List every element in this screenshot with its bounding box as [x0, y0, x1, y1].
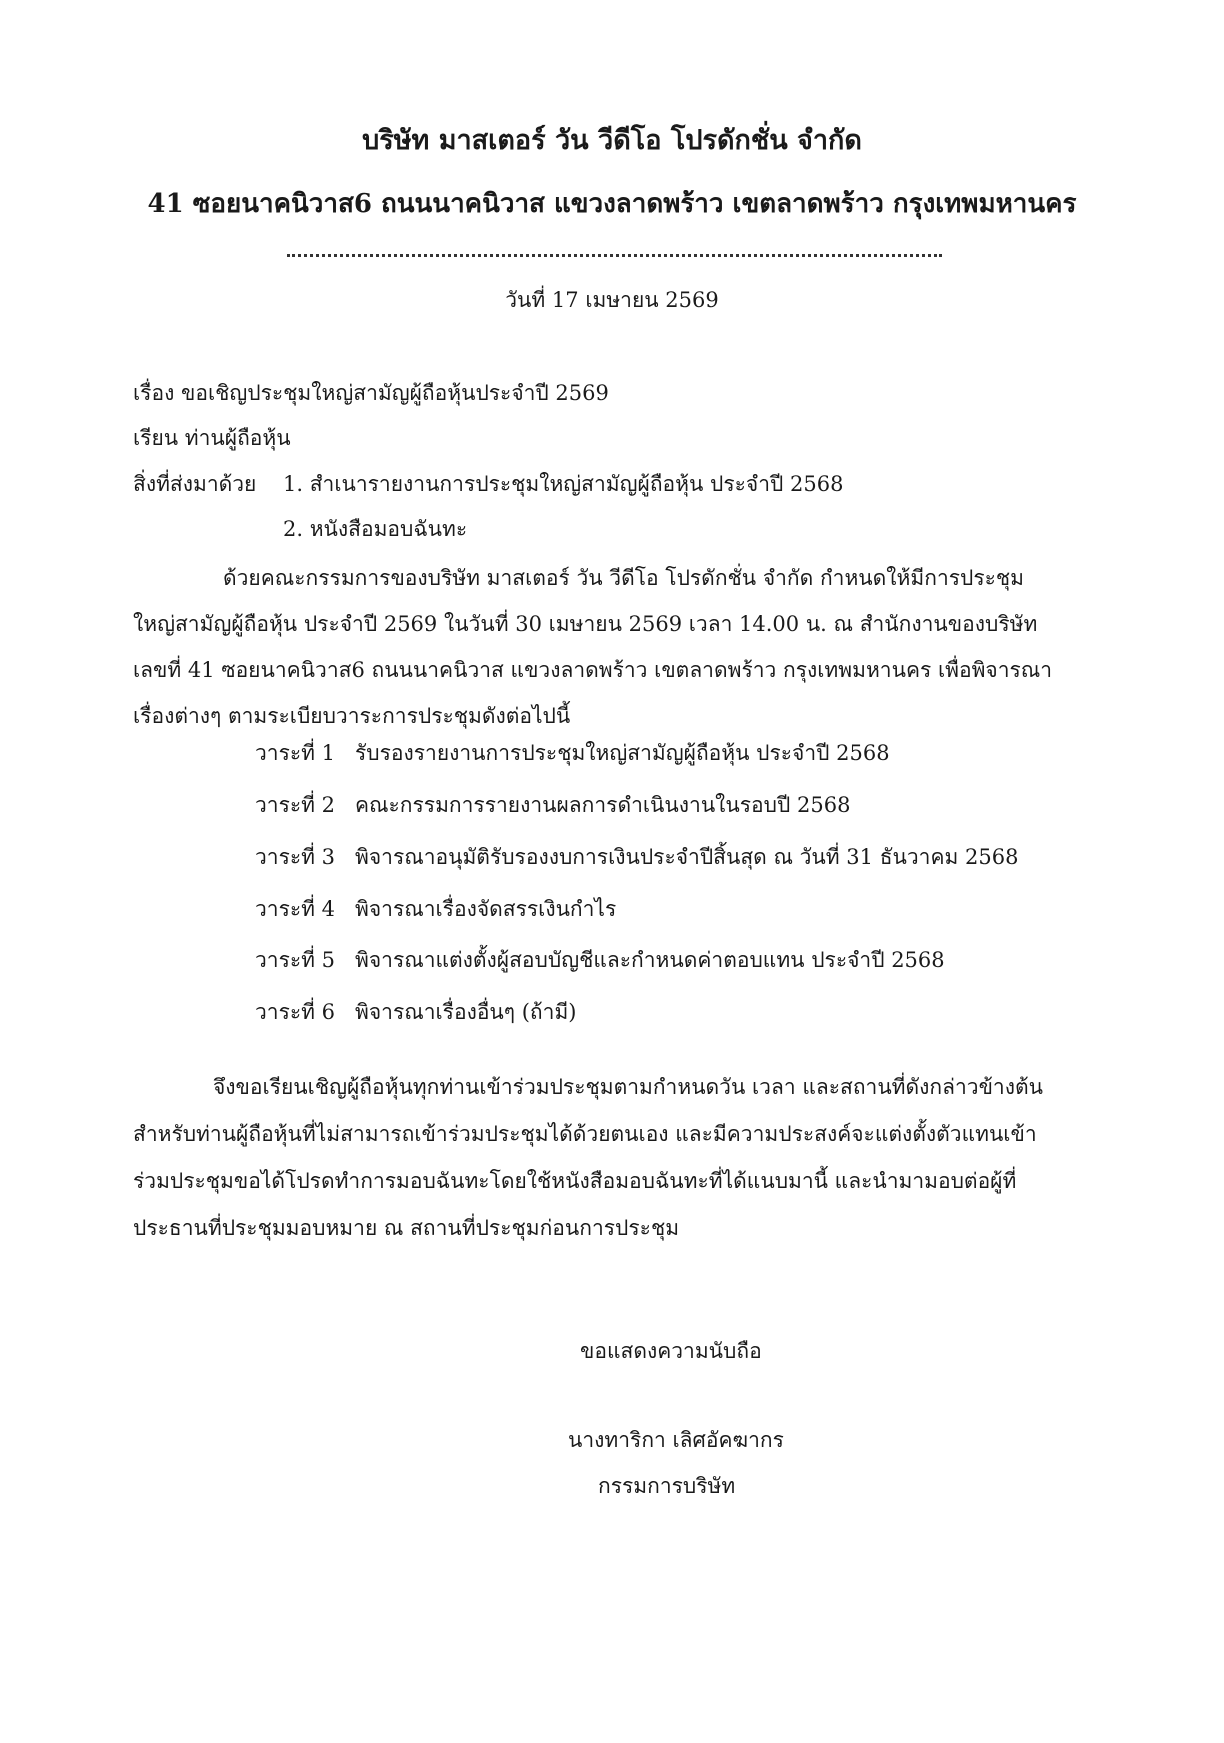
- enclosure-item-2: 2. หนังสือมอบฉันทะ: [283, 517, 468, 541]
- agenda-item-1: [255, 737, 890, 770]
- enclosures-label: สิ่งที่ส่งมาด้วย: [133, 472, 257, 496]
- request-paragraph-text: จึงขอเรียนเชิญผู้ถือหุ้นทุกท่านเข้าร่วมประชุมตามกำหนดวัน เวลา และสถานที่ดังกล่าวข้างต้น สำหรับท่านผู้ถือหุ้นที่ไม่สามารถเข้าร่วมประชุมได้ด้วยตนเอง และมีความประสงค์จะแต่งตั้งตัวแทนเข้าร่วมประชุมขอได้โปรดทำการมอบฉันทะโดยใช้หนังสือมอบฉันทะที่ได้แนบมานี้ และนำมามอบต่อผู้ที่ประธานที่ประชุมมอบหมาย ณ สถานที่ประชุมก่อนการประชุม: [133, 1075, 1043, 1240]
- agenda-number: วาระที่ 4: [255, 897, 336, 921]
- enclosure-item-1: 1. สำเนารายงานการประชุมใหญ่สามัญผู้ถือหุ้น ประจำปี 2568: [283, 472, 844, 496]
- company-name: บริษัท มาสเตอร์ วัน วีดีโอ โปรดักชั่น จำกัด: [362, 125, 862, 156]
- agenda-text: พิจารณาแต่งตั้งผู้สอบบัญชีและกำหนดค่าตอบแทน ประจำปี 2568: [355, 948, 945, 972]
- agenda-number: วาระที่ 5: [255, 948, 336, 972]
- signer-name: นางทาริกา เลิศอัคฆากร: [568, 1428, 784, 1452]
- agenda-text: รับรองรายงานการประชุมใหญ่สามัญผู้ถือหุ้น ประจำปี 2568: [355, 741, 890, 765]
- agenda-item-4: [255, 893, 616, 926]
- agenda-number: วาระที่ 3: [255, 845, 336, 869]
- letter-date: วันที่ 17 เมษายน 2569: [505, 288, 719, 312]
- invitation-paragraph-text: ด้วยคณะกรรมการของบริษัท มาสเตอร์ วัน วีดีโอ โปรดักชั่น จำกัด กำหนดให้มีการประชุมใหญ่สามัญผู้ถือหุ้น ประจำปี 2569 ในวันที่ 30 เมษายน 2569 เวลา 14.00 น. ณ สำนักงานของบริษัท เลขที่ 41 ซอยนาคนิวาส6 ถนนนาคนิวาส แขวงลาดพร้าว เขตลาดพร้าว กรุงเทพมหานคร เพื่อพิจารณาเรื่องต่างๆ ตามระเบียบวาระการประชุมดังต่อไปนี้: [133, 566, 1053, 728]
- company-address: 41 ซอยนาคนิวาส6 ถนนนาคนิวาส แขวงลาดพร้าว เขตลาดพร้าว กรุงเทพมหานคร: [147, 189, 1077, 219]
- agenda-text: พิจารณาเรื่องจัดสรรเงินกำไร: [355, 897, 617, 921]
- invitation-paragraph: [133, 555, 1053, 739]
- agenda-number: วาระที่ 2: [255, 793, 336, 817]
- agenda-text: พิจารณาอนุมัติรับรองงบการเงินประจำปีสิ้นสุด ณ วันที่ 31 ธันวาคม 2568: [355, 845, 1019, 869]
- dotted-divider: [287, 254, 942, 257]
- agenda-item-3: [255, 841, 1018, 874]
- agenda-text: คณะกรรมการรายงานผลการดำเนินงานในรอบปี 2568: [355, 793, 851, 817]
- closing-salutation: ขอแสดงความนับถือ: [580, 1339, 762, 1363]
- agenda-item-5: [255, 944, 945, 977]
- signer-title: กรรมการบริษัท: [598, 1474, 736, 1498]
- subject-line: เรื่อง ขอเชิญประชุมใหญ่สามัญผู้ถือหุ้นประจำปี 2569: [133, 381, 609, 405]
- agenda-number: วาระที่ 6: [255, 1000, 336, 1024]
- request-paragraph: [133, 1064, 1053, 1252]
- agenda-item-2: [255, 789, 850, 822]
- agenda-text: พิจารณาเรื่องอื่นๆ (ถ้ามี): [355, 1000, 577, 1024]
- recipient-line: เรียน ท่านผู้ถือหุ้น: [133, 426, 291, 450]
- agenda-item-6: [255, 996, 576, 1029]
- agenda-number: วาระที่ 1: [255, 741, 336, 765]
